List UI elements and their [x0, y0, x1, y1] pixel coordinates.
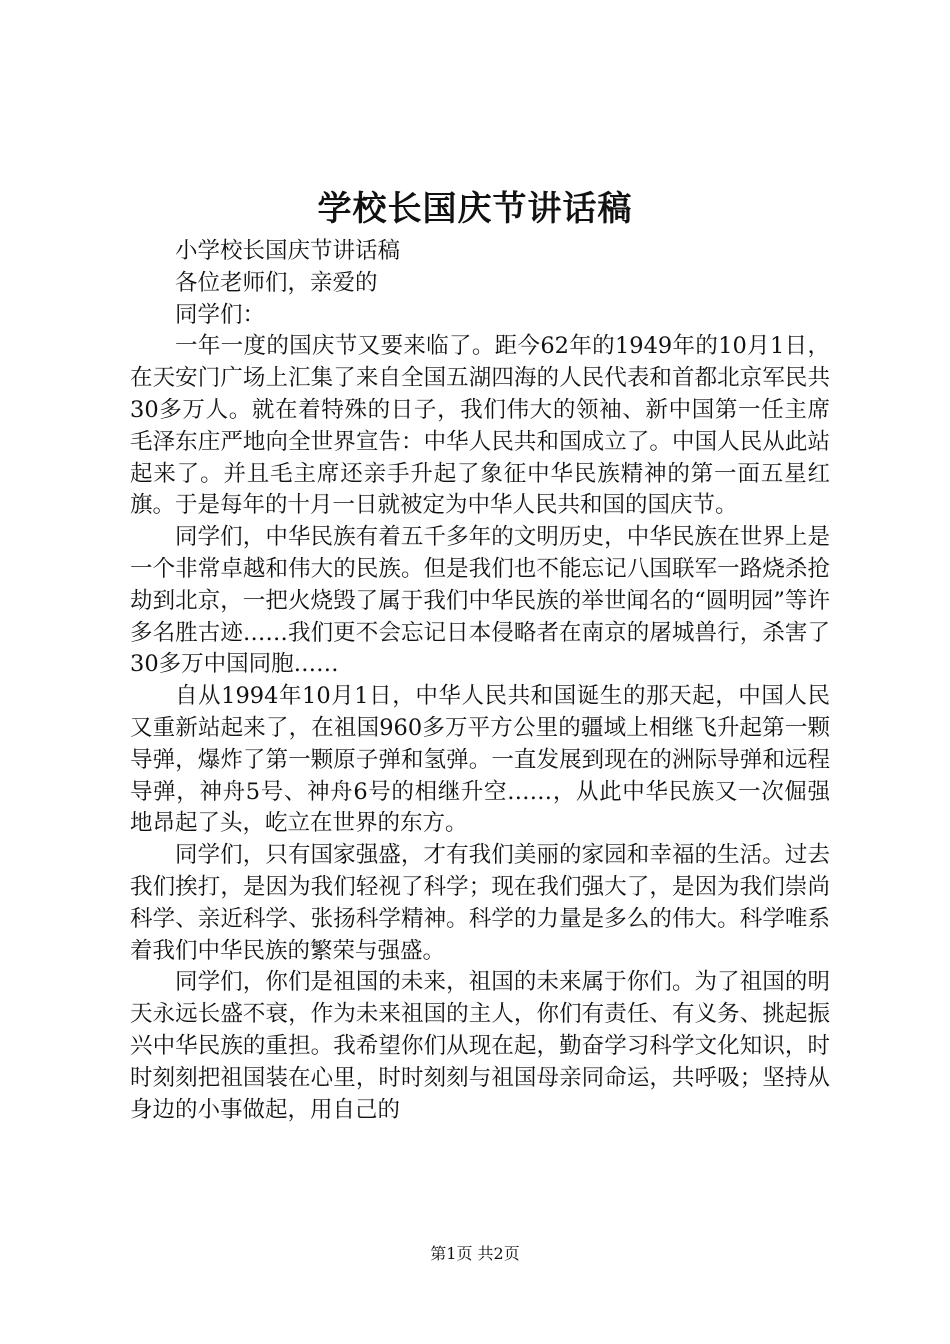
document-title: 学校长国庆节讲话稿: [317, 189, 633, 229]
document-body: [130, 236, 830, 1126]
paragraph-future: 同学们，你们是祖国的未来，祖国的未来属于你们。为了祖国的明天永远长盛不衰，作为未来祖国的主人，你们有责任、有义务、挑起振兴中华民族的重担。我希望你们从现在起，勤奋学习科学文化知识，时时刻刻把祖国装在心里，时时刻刻与祖国母亲同命运，共呼吸；坚持从身边的小事做起，用自己的: [130, 969, 830, 1123]
paragraph-subtitle: 小学校长国庆节讲话稿: [175, 238, 401, 264]
paragraph-salutation-continued: 同学们：: [175, 301, 266, 328]
paragraph-salutation: 各位老师们，亲爱的: [175, 269, 378, 296]
paragraph-science: 同学们，只有国家强盛，才有我们美丽的家园和幸福的生活。过去我们挨打，是因为我们轻视了科学；现在我们强大了，是因为我们崇尚科学、亲近科学、张扬科学精神。科学的力量是多么的伟大。科学唯系着我们中华民族的繁荣与强盛。: [130, 842, 830, 964]
paragraph-history: 同学们，中华民族有着五千多年的文明历史，中华民族在世界上是一个非常卓越和伟大的民族。但是我们也不能忘记八国联军一路烧杀抢劫到北京，一把火烧毁了属于我们中华民族的举世闻名的“圆明园”等许多名胜古迹……我们更不会忘记日本侵略者在南京的屠城兽行，杀害了30多万中国同胞……: [130, 524, 830, 678]
paragraph-achievements: 自从1994年10月1日，中华人民共和国诞生的那天起，中国人民又重新站起来了，在祖国960多万平方公里的疆域上相继飞升起第一颗导弹，爆炸了第一颗原子弹和氢弹。一直发展到现在的洲际导弹和远程导弹，神舟5号、神舟6号的相继升空……，从此中华民族又一次倔强地昂起了头，屹立在世界的东方。: [130, 683, 830, 837]
page-number-footer: 第1页 共2页: [430, 1244, 520, 1263]
paragraph-national-day-origin: 一年一度的国庆节又要来临了。距今62年的1949年的10月1日，在天安门广场上汇集了来自全国五湖四海的人民代表和首都北京军民共30多万人。就在着特殊的日子，我们伟大的领袖、新中国第一任主席毛泽东庄严地向全世界宣告：中华人民共和国成立了。中国人民从此站起来了。并且毛主席还亲手升起了象征中华民族精神的第一面五星红旗。于是每年的十月一日就被定为中华人民共和国的国庆节。: [130, 333, 830, 519]
